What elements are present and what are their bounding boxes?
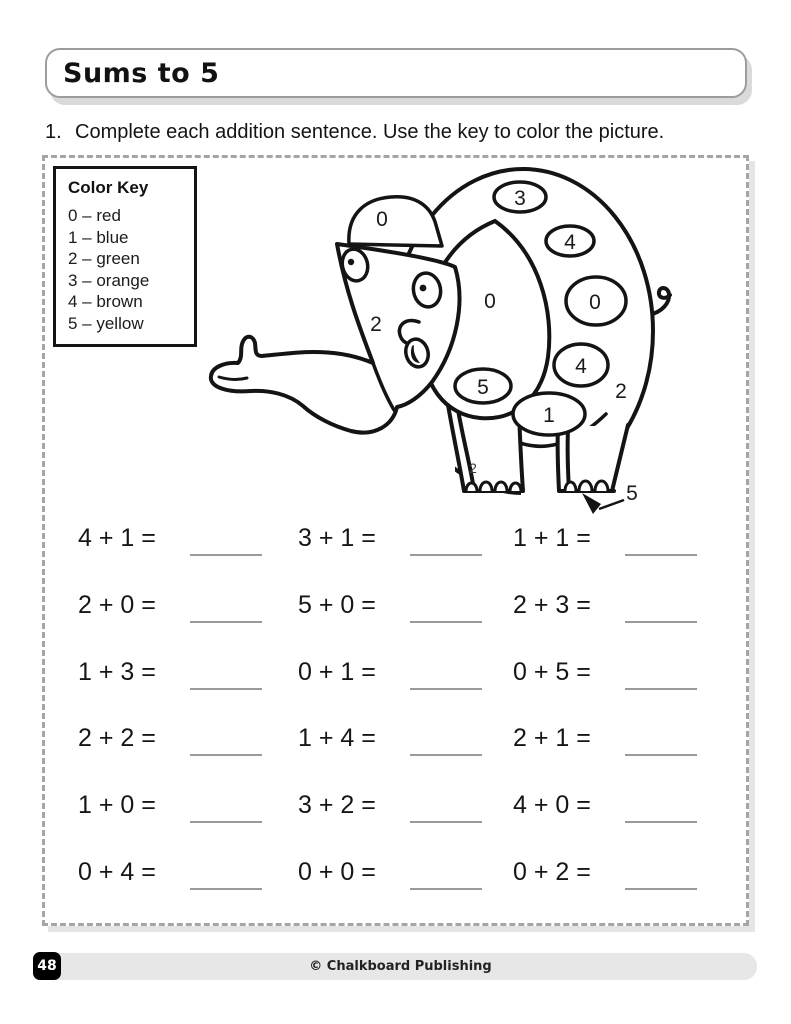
problem-item	[513, 652, 728, 719]
color-key-item: 3 – orange	[68, 270, 150, 290]
label-head-top: 0	[376, 208, 388, 231]
label-spot-top: 3	[514, 187, 526, 210]
worksheet-panel	[42, 155, 749, 926]
answer-blank[interactable]	[625, 791, 697, 823]
problem-expression: 0 + 4 =	[78, 857, 156, 886]
label-spot-front: 5	[477, 376, 489, 399]
problem-expression: 2 + 3 =	[513, 590, 591, 619]
instruction-number: 1.	[45, 121, 62, 143]
answer-blank[interactable]	[625, 724, 697, 756]
color-key-item: 0 – red	[68, 206, 121, 225]
answer-blank[interactable]	[410, 858, 482, 890]
color-key-heading: Color Key	[68, 178, 149, 197]
problem-item	[298, 585, 513, 652]
problem-expression: 4 + 0 =	[513, 791, 591, 820]
instruction-line	[45, 121, 664, 144]
answer-blank[interactable]	[625, 858, 697, 890]
problem-item	[78, 852, 298, 919]
color-key-item: 4 – brown	[68, 292, 143, 311]
problem-item	[513, 852, 728, 919]
problem-expression: 0 + 0 =	[298, 857, 376, 886]
problem-item	[513, 785, 728, 852]
label-spot-upper-right: 4	[564, 231, 576, 254]
answer-blank[interactable]	[190, 858, 262, 890]
answer-blank[interactable]	[410, 524, 482, 556]
problem-item	[513, 585, 728, 652]
problems-grid	[78, 518, 728, 919]
publisher-credit: © Chalkboard Publishing	[309, 959, 492, 974]
page-number: 48	[37, 958, 57, 974]
problem-expression: 2 + 2 =	[78, 724, 156, 753]
toenails	[565, 481, 608, 491]
problem-item	[513, 718, 728, 785]
problem-item	[78, 718, 298, 785]
color-key-box	[53, 166, 197, 347]
problem-item	[78, 785, 298, 852]
elephant-coloring-picture	[178, 159, 703, 525]
answer-blank[interactable]	[410, 724, 482, 756]
problem-expression: 1 + 1 =	[513, 524, 591, 552]
label-front-leg: 2	[469, 460, 477, 476]
answer-blank[interactable]	[190, 791, 262, 823]
label-inner-ear: 0	[484, 290, 496, 313]
answer-blank[interactable]	[410, 791, 482, 823]
problem-item	[78, 652, 298, 719]
problem-expression: 2 + 0 =	[78, 590, 156, 619]
answer-blank[interactable]	[625, 591, 697, 623]
color-key-item: 2 – green	[68, 249, 140, 268]
problem-item	[298, 852, 513, 919]
problem-expression: 0 + 2 =	[513, 857, 591, 886]
label-back-foot: 5	[626, 482, 638, 505]
problem-expression: 0 + 5 =	[513, 657, 591, 686]
problem-expression: 1 + 4 =	[298, 724, 376, 753]
page-title: Sums to 5	[63, 57, 220, 89]
problem-item	[298, 652, 513, 719]
answer-blank[interactable]	[410, 658, 482, 690]
instruction-text: Complete each addition sentence. Use the key to color the picture.	[75, 121, 665, 143]
page-number-badge	[33, 952, 61, 980]
problem-expression: 1 + 0 =	[78, 791, 156, 820]
problem-item	[298, 785, 513, 852]
answer-blank[interactable]	[625, 658, 697, 690]
problem-expression: 3 + 1 =	[298, 524, 376, 552]
problem-expression: 0 + 1 =	[298, 657, 376, 686]
answer-blank[interactable]	[625, 524, 697, 556]
problem-item	[78, 518, 298, 585]
answer-blank[interactable]	[190, 658, 262, 690]
problem-item	[298, 718, 513, 785]
color-key-item: 1 – blue	[68, 227, 129, 247]
label-spot-right: 0	[589, 291, 601, 314]
problem-expression: 3 + 2 =	[298, 791, 376, 820]
color-key-item: 5 – yellow	[68, 313, 144, 333]
problem-item	[78, 585, 298, 652]
label-face: 2	[370, 313, 382, 336]
footer-bar	[44, 953, 757, 980]
problem-expression: 5 + 0 =	[298, 590, 376, 619]
problem-expression: 4 + 1 =	[78, 524, 156, 552]
label-hip: 2	[615, 380, 627, 403]
answer-blank[interactable]	[190, 524, 262, 556]
elephant-head-top	[349, 197, 442, 246]
label-spot-bottom: 1	[543, 404, 555, 427]
problem-expression: 2 + 1 =	[513, 724, 591, 753]
problem-item	[513, 518, 728, 585]
answer-blank[interactable]	[190, 591, 262, 623]
answer-blank[interactable]	[190, 724, 262, 756]
label-spot-lower-right: 4	[575, 355, 587, 378]
title-banner	[45, 48, 747, 98]
problem-expression: 1 + 3 =	[78, 657, 156, 686]
answer-blank[interactable]	[410, 591, 482, 623]
problem-item	[298, 518, 513, 585]
